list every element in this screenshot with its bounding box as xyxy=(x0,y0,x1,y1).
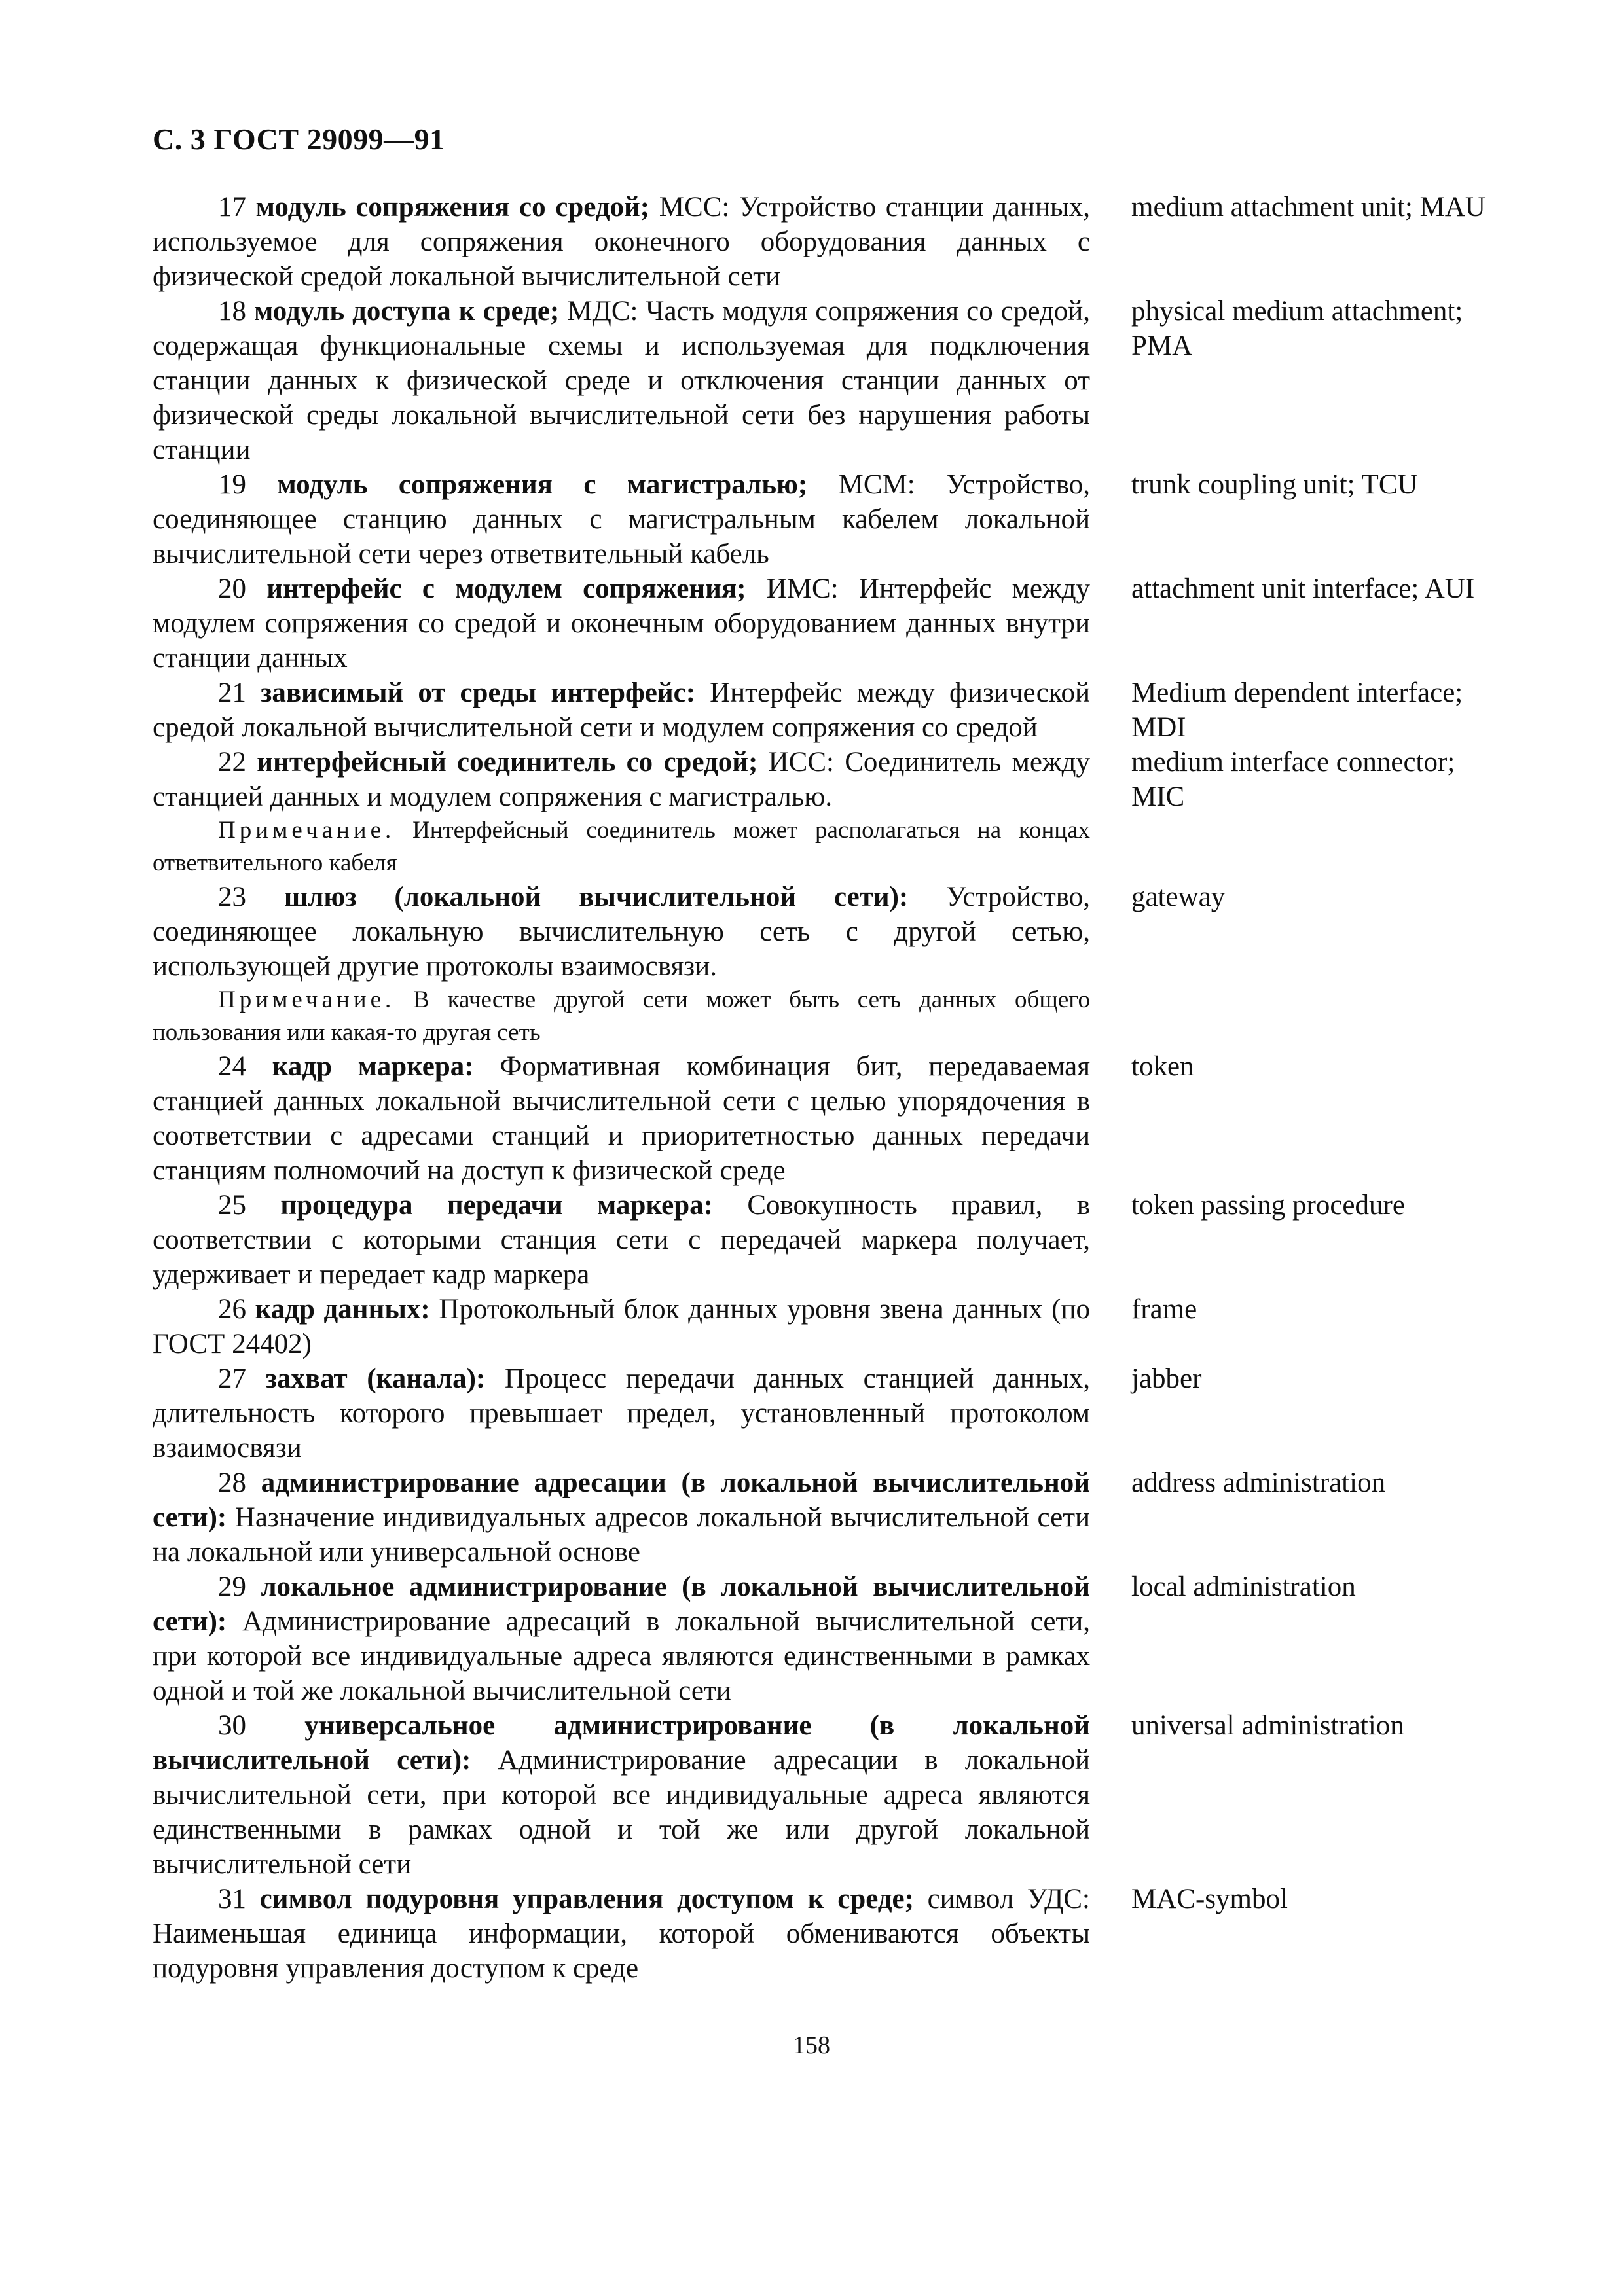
term-entry-18 xyxy=(153,294,1488,467)
term-definition-ru xyxy=(153,1292,1090,1361)
term-definition-ru xyxy=(153,1188,1090,1292)
term-english: medium interface connector; MIC xyxy=(1131,747,1455,812)
term-text: Администрирование адресаций в локальной вычислительной сети, при которой все индивидуальные адреса являются единственными в рамках одной и той же локальной вычислительной сети xyxy=(153,1606,1090,1706)
term-entry-31 xyxy=(153,1882,1488,1986)
term-number: 17 xyxy=(218,192,246,223)
term-english: trunk coupling unit; TCU xyxy=(1131,469,1418,500)
term-number: 27 xyxy=(218,1363,246,1394)
term-english: Medium dependent interface; MDI xyxy=(1131,677,1463,743)
term-name: интерфейс с модулем сопряжения; xyxy=(266,573,746,604)
term-entry-29 xyxy=(153,1570,1488,1708)
term-name: модуль сопряжения со средой; xyxy=(255,192,650,223)
term-definition-ru xyxy=(153,675,1090,745)
term-text: Формативная комбинация бит, передаваемая станцией данных локальной вычислительной сети с целью упорядочения в соответствии с адресами станций и приоритетностью данных передачи станциям полномочий на доступ к физической среде xyxy=(153,1051,1090,1186)
term-english: jabber xyxy=(1131,1363,1202,1394)
term-name: универсальное администрирование (в локальной вычислительной сети): xyxy=(153,1710,1090,1776)
term-definition-ru xyxy=(153,880,1090,984)
term-entry-20 xyxy=(153,571,1488,675)
term-entry-23 xyxy=(153,880,1488,984)
term-entry-25 xyxy=(153,1188,1488,1292)
term-definition-ru xyxy=(153,190,1090,294)
term-number: 25 xyxy=(218,1190,246,1221)
term-name: локальное администрирование (в локальной вычислительной сети): xyxy=(153,1571,1091,1637)
term-number: 20 xyxy=(218,573,246,604)
term-definition-ru xyxy=(153,467,1090,571)
term-name: захват (канала): xyxy=(265,1363,486,1394)
term-text: Назначение индивидуальных адресов локальной вычислительной сети на локальной или универсальной основе xyxy=(153,1502,1090,1568)
note-label: Примечание. xyxy=(218,986,395,1013)
term-definition-ru xyxy=(153,1465,1090,1570)
term-english: local administration xyxy=(1131,1571,1356,1602)
term-english: universal administration xyxy=(1131,1710,1404,1741)
term-definition-ru xyxy=(153,1882,1090,1986)
term-number: 23 xyxy=(218,882,246,912)
term-definition-ru xyxy=(153,1570,1090,1708)
term-entry-24 xyxy=(153,1049,1488,1188)
page-number: 158 xyxy=(793,2032,830,2059)
term-name: модуль сопряжения с магистралью; xyxy=(277,469,808,500)
term-name: администрирование адресации (в локальной вычислительной сети): xyxy=(153,1467,1091,1533)
term-entry-27 xyxy=(153,1361,1488,1465)
term-entry-22 xyxy=(153,745,1488,814)
term-name: кадр данных: xyxy=(255,1294,430,1325)
note-text: Интерфейсный соединитель может располагаться на концах ответвительного кабеля xyxy=(153,817,1090,876)
term-entry-19 xyxy=(153,467,1488,571)
term-text: МСС: Устройство станции данных, используемое для сопряжения оконечного оборудования данных с физической средой локальной вычислительной сети xyxy=(153,192,1091,292)
term-definition-ru xyxy=(153,571,1090,675)
term-english: token passing procedure xyxy=(1131,1190,1405,1221)
term-number: 31 xyxy=(218,1884,246,1914)
term-number: 26 xyxy=(218,1294,246,1325)
term-name: модуль доступа к среде; xyxy=(254,296,560,327)
term-number: 28 xyxy=(218,1467,246,1498)
term-name: процедура передачи маркера: xyxy=(280,1190,713,1221)
term-number: 29 xyxy=(218,1571,246,1602)
term-text: символ УДС: Наименьшая единица информации, которой обмениваются объекты подуровня управления доступом к среде xyxy=(153,1884,1090,1984)
term-english: medium attachment unit; MAU xyxy=(1131,192,1486,223)
term-english: MAC-symbol xyxy=(1131,1884,1288,1914)
term-entry-28 xyxy=(153,1465,1488,1570)
term-definition-ru xyxy=(153,745,1090,814)
term-text: МСМ: Устройство, соединяющее станцию данных с магистральным кабелем локальной вычислительной сети через ответвительный кабель xyxy=(153,469,1090,569)
term-name: зависимый от среды интерфейс: xyxy=(261,677,696,708)
term-number: 22 xyxy=(218,747,246,778)
term-english: token xyxy=(1131,1051,1194,1082)
term-definition-ru xyxy=(153,1049,1090,1188)
term-definition-ru xyxy=(153,294,1090,467)
note-22 xyxy=(153,814,1090,880)
term-text: МДС: Часть модуля сопряжения со средой, содержащая функциональные схемы и используемая для подключения станции данных к физической среде и отключения станции данных от физической среды локальной вычислительной сети без нарушения работы станции xyxy=(153,296,1091,465)
term-text: ИМС: Интерфейс между модулем сопряжения со средой и оконечным оборудованием данных внутри станции данных xyxy=(153,573,1091,673)
term-definition-ru xyxy=(153,1708,1090,1882)
page-header: С. 3 ГОСТ 29099—91 xyxy=(153,122,445,156)
term-english: physical medium attachment; PMA xyxy=(1131,296,1463,361)
term-number: 30 xyxy=(218,1710,246,1741)
term-text: ИСС: Соединитель между станцией данных и модулем сопряжения с магистралью. xyxy=(153,747,1090,812)
term-text: Совокупность правил, в соответствии с которыми станция сети с передачей маркера получает, удерживает и передает кадр маркера xyxy=(153,1190,1091,1290)
term-name: символ подуровня управления доступом к среде; xyxy=(259,1884,914,1914)
term-english: address administration xyxy=(1131,1467,1386,1498)
term-entry-26 xyxy=(153,1292,1488,1361)
term-name: интерфейсный соединитель со средой; xyxy=(257,747,758,778)
note-text: В качестве другой сети может быть сеть данных общего пользования или какая-то другая сеть xyxy=(153,986,1090,1046)
note-label: Примечание. xyxy=(218,817,395,844)
terms-list xyxy=(153,190,1488,1986)
term-number: 24 xyxy=(218,1051,246,1082)
term-english: gateway xyxy=(1131,882,1226,912)
term-entry-21 xyxy=(153,675,1488,745)
term-number: 21 xyxy=(218,677,246,708)
term-text: Устройство, соединяющее локальную вычислительную сеть с другой сетью, использующей другие протоколы взаимосвязи. xyxy=(153,882,1091,982)
term-name: шлюз (локальной вычислительной сети): xyxy=(283,882,909,912)
term-number: 18 xyxy=(218,296,246,327)
note-23 xyxy=(153,984,1090,1049)
term-name: кадр маркера: xyxy=(272,1051,474,1082)
term-english: attachment unit interface; AUI xyxy=(1131,573,1475,604)
term-entry-17 xyxy=(153,190,1488,294)
term-text: Интерфейс между физической средой локальной вычислительной сети и модулем сопряжения со средой xyxy=(153,677,1091,743)
term-text: Процесс передачи данных станцией данных, длительность которого превышает предел, установленный протоколом взаимосвязи xyxy=(153,1363,1091,1463)
term-definition-ru xyxy=(153,1361,1090,1465)
term-text: Протокольный блок данных уровня звена данных (по ГОСТ 24402) xyxy=(153,1294,1090,1359)
term-number: 19 xyxy=(218,469,246,500)
term-english: frame xyxy=(1131,1294,1197,1325)
term-entry-30 xyxy=(153,1708,1488,1882)
term-text: Администрирование адресации в локальной вычислительной сети, при которой все индивидуальные адреса являются единственными в рамках одной и той же или другой локальной вычислительной сети xyxy=(153,1745,1090,1880)
